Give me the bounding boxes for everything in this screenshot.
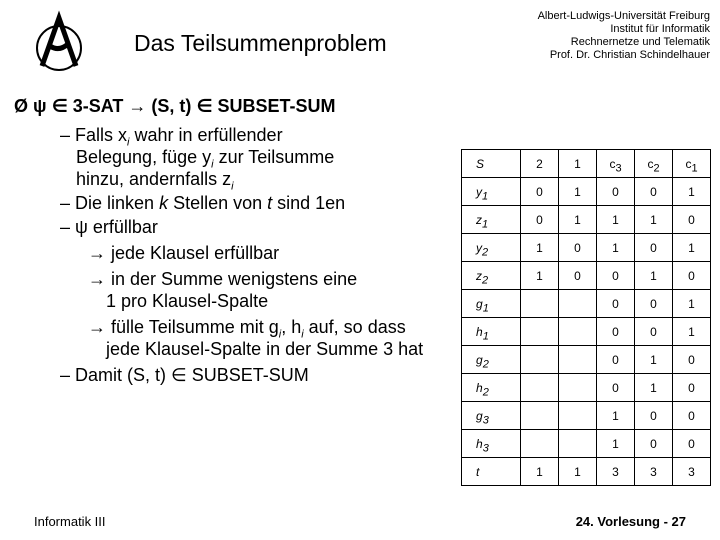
table-row	[462, 458, 711, 486]
table-cell: S	[462, 150, 521, 178]
table-cell: 1	[635, 262, 673, 290]
table-cell	[559, 402, 597, 430]
table-cell: 0	[635, 402, 673, 430]
table-cell: $c_1$	[673, 150, 711, 178]
table-cell: 1	[635, 206, 673, 234]
table-cell: 0	[635, 234, 673, 262]
table-cell: 0	[597, 346, 635, 374]
university-logo-icon	[28, 8, 90, 74]
table-cell	[559, 374, 597, 402]
line-10: jede Klausel-Spalte in der Summe 3 hat	[106, 339, 424, 359]
table-cell: 0	[559, 262, 597, 290]
main-bullet	[14, 96, 336, 117]
table-cell: 1	[597, 402, 635, 430]
table-cell	[521, 430, 559, 458]
table-cell: 2	[521, 150, 559, 178]
line-2: Belegung, füge $y_i$ zur Teilsumme	[76, 147, 335, 171]
table-cell: 1	[673, 290, 711, 318]
line-4: – Die linken k Stellen von t sind 1en	[60, 193, 346, 213]
table-row	[462, 262, 711, 290]
table-cell: 0	[521, 206, 559, 234]
line-3: hinzu, andernfalls $z_i$	[76, 169, 234, 193]
table-cell: 1	[635, 374, 673, 402]
institution-block	[410, 10, 710, 62]
table-cell: 0	[635, 178, 673, 206]
table-row	[462, 346, 711, 374]
table-cell: 0	[597, 290, 635, 318]
table-cell: 3	[673, 458, 711, 486]
table-cell: 1	[559, 206, 597, 234]
table-cell: 0	[635, 318, 673, 346]
table-cell: 0	[597, 178, 635, 206]
table-cell: 1	[559, 178, 597, 206]
footer-page: 24. Vorlesung - 27	[575, 514, 686, 529]
department-name: Rechnernetze und Telematik	[570, 36, 710, 48]
table-cell: $g_1$	[462, 290, 521, 318]
table-cell: 0	[673, 430, 711, 458]
table-row	[462, 374, 711, 402]
line-5: – ψ erfüllbar	[60, 217, 158, 237]
table-cell: 1	[521, 458, 559, 486]
table-cell: 0	[635, 430, 673, 458]
table-cell: 0	[597, 318, 635, 346]
table-cell	[521, 346, 559, 374]
table-cell: 1	[597, 430, 635, 458]
table-cell: 0	[673, 206, 711, 234]
table-cell: 1	[673, 178, 711, 206]
table-cell: 0	[559, 234, 597, 262]
table-row	[462, 318, 711, 346]
institute-name: Institut für Informatik	[610, 23, 710, 35]
table-cell: $h_1$	[462, 318, 521, 346]
bullet-marker: Ø	[14, 96, 29, 116]
table-cell: t	[462, 458, 521, 486]
table-cell: 0	[673, 346, 711, 374]
university-name: Albert-Ludwigs-Universität Freiburg	[537, 10, 710, 22]
line-6: → jede Klausel erfüllbar	[88, 243, 280, 263]
table-row	[462, 206, 711, 234]
line-1: – Falls $x_i$ wahr in erfüllender	[60, 125, 283, 149]
table-cell	[559, 346, 597, 374]
table-cell	[521, 402, 559, 430]
page-title: Das Teilsummenproblem	[134, 30, 387, 56]
table-cell: 0	[597, 262, 635, 290]
table-cell	[559, 290, 597, 318]
table-cell: $y_1$	[462, 178, 521, 206]
main-bullet-text: ψ ∈ 3-SAT → (S, t) ∈ SUBSET-SUM	[33, 96, 336, 116]
table-cell	[559, 430, 597, 458]
table-cell: $g_3$	[462, 402, 521, 430]
table-cell: 1	[597, 234, 635, 262]
table-row	[462, 234, 711, 262]
subset-sum-table	[461, 149, 711, 486]
table-cell: 0	[673, 374, 711, 402]
table-cell: 0	[673, 262, 711, 290]
table-cell: 1	[673, 318, 711, 346]
table-cell: $y_2$	[462, 234, 521, 262]
table-cell: $c_2$	[635, 150, 673, 178]
table-cell: 1	[521, 234, 559, 262]
table-cell: 0	[521, 178, 559, 206]
table-cell: $c_3$	[597, 150, 635, 178]
table-cell: 1	[673, 234, 711, 262]
professor-name: Prof. Dr. Christian Schindelhauer	[549, 49, 710, 61]
line-8: 1 pro Klausel-Spalte	[106, 291, 269, 311]
table-header-row	[462, 150, 711, 178]
table-cell: 1	[635, 346, 673, 374]
table-cell: 0	[673, 402, 711, 430]
table-row	[462, 430, 711, 458]
table-cell	[521, 374, 559, 402]
line-7: → in der Summe wenigstens eine	[88, 269, 358, 289]
table-cell: $z_1$	[462, 206, 521, 234]
table-cell: 3	[597, 458, 635, 486]
line-9: → fülle Teilsumme mit $g_i$, $h_i$ auf, so dass	[88, 317, 406, 341]
table-cell: 0	[597, 374, 635, 402]
table-cell	[521, 318, 559, 346]
table-cell: 3	[635, 458, 673, 486]
table-cell: 1	[559, 458, 597, 486]
table-row	[462, 402, 711, 430]
table-cell: $g_2$	[462, 346, 521, 374]
footer-course: Informatik III	[34, 514, 106, 529]
table-cell	[559, 318, 597, 346]
table-cell: $h_2$	[462, 374, 521, 402]
table-cell: 1	[559, 150, 597, 178]
table-row	[462, 290, 711, 318]
table-cell: 1	[521, 262, 559, 290]
table-cell: 0	[635, 290, 673, 318]
table-cell: 1	[597, 206, 635, 234]
table-cell	[521, 290, 559, 318]
line-11: – Damit (S, t) ∈ SUBSET-SUM	[60, 365, 309, 385]
table-cell: $h_3$	[462, 430, 521, 458]
table-cell: $z_2$	[462, 262, 521, 290]
table-row	[462, 178, 711, 206]
